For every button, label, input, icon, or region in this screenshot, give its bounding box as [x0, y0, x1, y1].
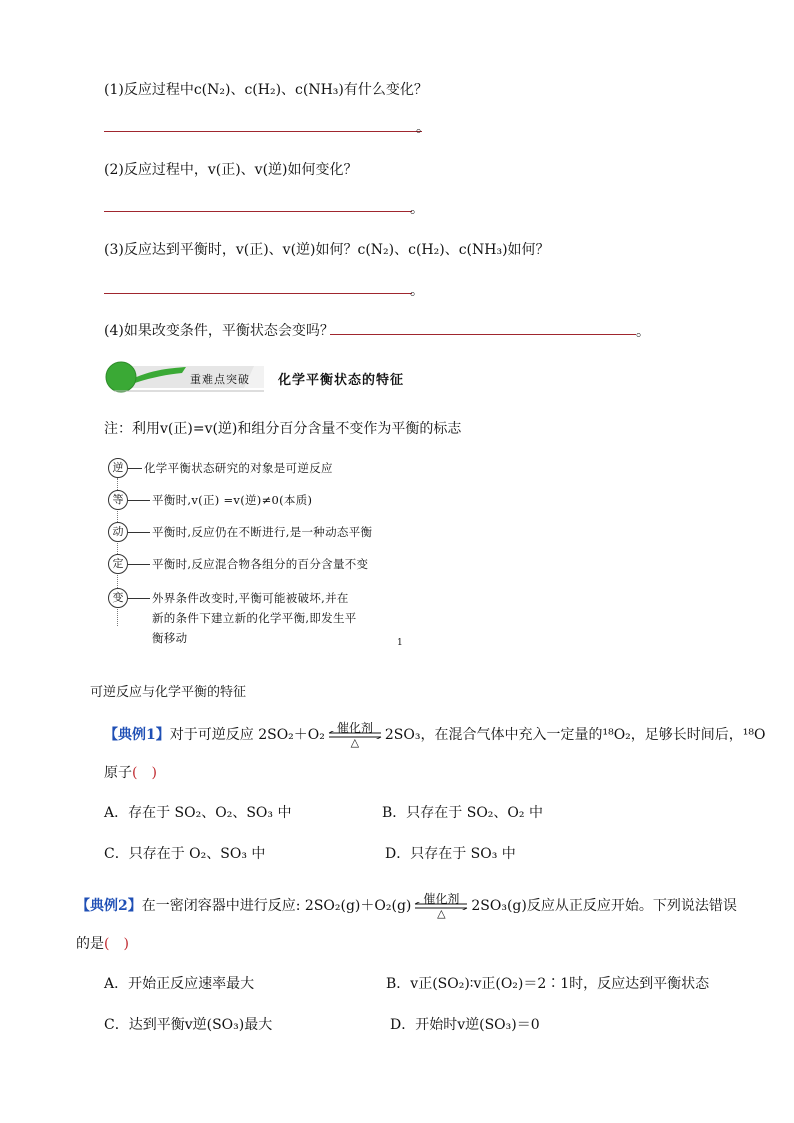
example-1-option-b[interactable]: B．只存在于 SO₂、O₂ 中 [382, 805, 543, 821]
question-3: (3)反应达到平衡时，v(正)、v(逆)如何？c(N₂)、c(H₂)、c(NH₃)如何？ [104, 242, 550, 258]
diagram-text-line-3: 衡移动 [152, 631, 188, 645]
answer-blank-1[interactable] [104, 131, 422, 132]
diagram-char: 等 [108, 490, 128, 510]
diagram-text: 平衡时,反应仍在不断进行,是一种动态平衡 [152, 525, 373, 539]
example-2-stem-cont [76, 933, 129, 953]
example-1-text-c: 原子 [104, 765, 132, 781]
diagram-char: 逆 [108, 458, 128, 478]
diagram-char: 定 [108, 554, 128, 574]
example-1-option-a[interactable]: A．存在于 SO₂、O₂、SO₃ 中 [104, 805, 292, 821]
diagram-char: 动 [108, 522, 128, 542]
example-2-tag: 【典例2】 [76, 898, 142, 914]
example-2-option-d[interactable]: D．开始时v逆(SO₃)＝0 [390, 1017, 540, 1033]
heat-label: △ [437, 907, 446, 920]
section-title: 化学平衡状态的特征 [278, 373, 405, 388]
example-1-stem-cont [104, 762, 157, 782]
example-2-option-c[interactable]: C．达到平衡v逆(SO₃)最大 [104, 1017, 273, 1033]
example-1-answer-paren[interactable]: ( ) [132, 765, 157, 781]
diagram-text: 平衡时,反应混合物各组分的百分含量不变 [152, 557, 369, 571]
banner-label: 重难点突破 [190, 373, 250, 386]
diagram-char: 变 [108, 588, 128, 608]
page-mark: 1 [397, 638, 403, 648]
example-2-option-b[interactable]: B．v正(SO₂)∶v正(O₂)＝2∶1时，反应达到平衡状态 [386, 976, 710, 992]
answer-blank-3[interactable] [104, 293, 412, 294]
reversible-arrow-icon [413, 893, 469, 919]
end-mark-1: 。 [416, 120, 430, 136]
example-1-text-a: 对于可逆反应 2SO₂＋O₂ [169, 727, 325, 743]
end-mark-2: 。 [410, 201, 424, 217]
example-2-option-a[interactable]: A．开始正反应速率最大 [104, 976, 255, 992]
answer-blank-2[interactable] [104, 211, 412, 212]
example-1-text-b: 2SO₃，在混合气体中充入一定量的¹⁸O₂，足够长时间后，¹⁸O [384, 727, 766, 743]
diagram-dash [128, 532, 150, 533]
example-2-text-c: 的是 [76, 936, 104, 952]
example-2-text-a: 在一密闭容器中进行反应: 2SO₂(g)＋O₂(g) [141, 898, 412, 914]
subsection-title: 可逆反应与化学平衡的特征 [90, 685, 247, 700]
diagram-dash [128, 564, 150, 565]
note-text: 注：利用v(正)=v(逆)和组分百分含量不变作为平衡的标志 [104, 421, 462, 437]
question-1: (1)反应过程中c(N₂)、c(H₂)、c(NH₃)有什么变化？ [104, 82, 428, 98]
heat-label: △ [350, 736, 360, 749]
example-1-option-d[interactable]: D．只存在于 SO₃ 中 [385, 846, 516, 862]
diagram-dash [128, 500, 150, 501]
example-1-stem [104, 722, 766, 748]
question-2: (2)反应过程中，v(正)、v(逆)如何变化？ [104, 162, 358, 178]
reversible-arrow-icon [327, 722, 383, 748]
diagram-text-line-2: 新的条件下建立新的化学平衡,即发生平 [152, 611, 357, 625]
example-2-answer-paren[interactable]: ( ) [104, 936, 129, 952]
end-mark-3: 。 [410, 283, 424, 299]
question-4: (4)如果改变条件，平衡状态会变吗？ [104, 323, 334, 339]
diagram-text-line-1: 外界条件改变时,平衡可能被破坏,并在 [152, 591, 349, 605]
catalyst-label: 催化剂 [423, 892, 460, 906]
catalyst-label: 催化剂 [336, 721, 373, 735]
example-1-tag: 【典例1】 [104, 727, 170, 743]
diagram-text: 化学平衡状态研究的对象是可逆反应 [144, 461, 333, 475]
answer-blank-4[interactable] [330, 334, 636, 335]
diagram-dash [128, 468, 142, 469]
diagram-text: 平衡时,v(正) =v(逆)≠0(本质) [152, 493, 313, 507]
diagram-dash [128, 598, 150, 599]
example-2-stem [76, 893, 737, 919]
end-mark-4: 。 [636, 324, 650, 340]
example-1-option-c[interactable]: C．只存在于 O₂、SO₃ 中 [104, 846, 266, 862]
example-2-text-b: 2SO₃(g)反应从正反应开始。下列说法错误 [471, 898, 737, 914]
